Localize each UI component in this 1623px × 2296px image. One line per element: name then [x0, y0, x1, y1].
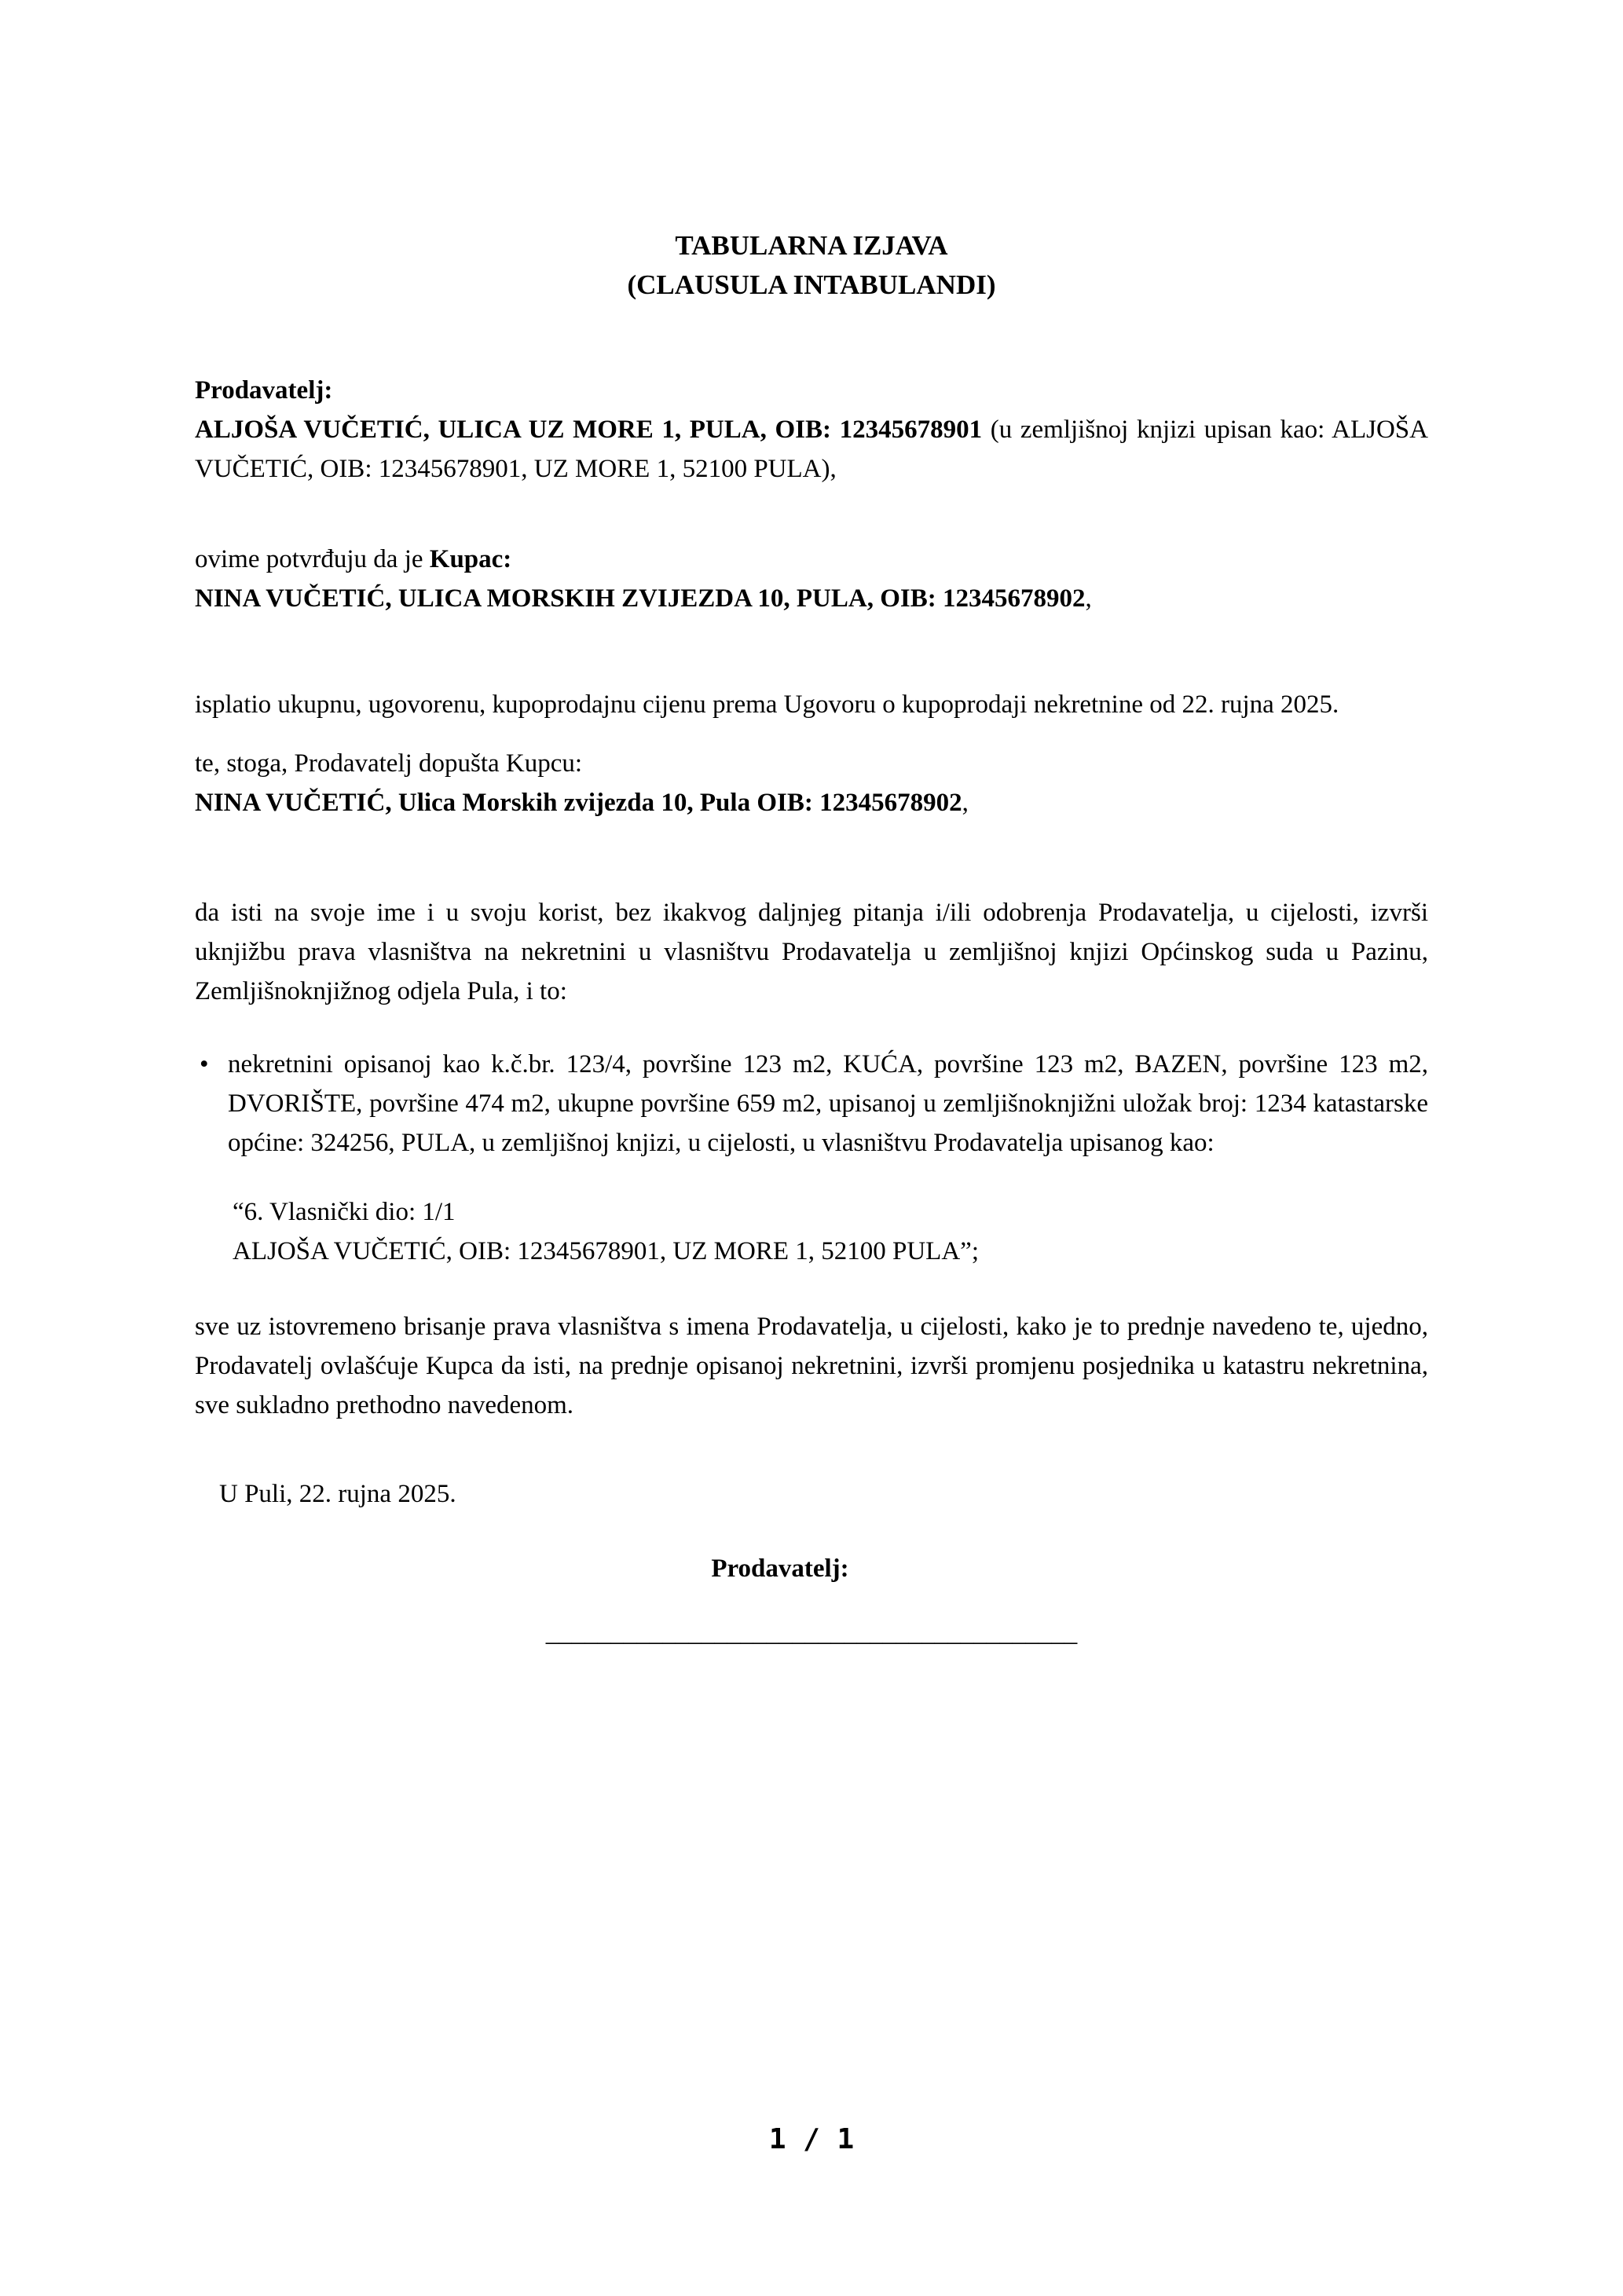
title-line-2: (CLAUSULA INTABULANDI) [627, 269, 996, 300]
permission-tail: , [962, 789, 969, 817]
permission-buyer-bold: NINA VUČETIĆ, Ulica Morskih zvijezda 10, Pula OIB: 12345678902 [195, 789, 962, 817]
ownership-quote-line-2: ALJOŠA VUČETIĆ, OIB: 12345678901, UZ MORE 1, 52100 PULA”; [233, 1237, 979, 1265]
signature-label: Prodavatelj: [711, 1554, 849, 1583]
buyer-identity-bold: NINA VUČETIĆ, ULICA MORSKIH ZVIJEZDA 10, PULA, OIB: 12345678902 [195, 584, 1086, 613]
buyer-intro-text: ovime potvrđuju da je [195, 545, 430, 573]
property-list-item [195, 1045, 1428, 1163]
buyer-identity-tail: , [1085, 584, 1092, 613]
seller-label: Prodavatelj: [195, 376, 333, 405]
date-place-line: U Puli, 22. rujna 2025. [219, 1480, 456, 1508]
seller-paragraph [195, 371, 1428, 489]
erasure-paragraph: sve uz istovremeno brisanje prava vlasništva s imena Prodavatelja, u cijelosti, kako je to prednje navedeno te, ujedno, Prodavatelj ovlašćuje Kupca da isti, na prednje opisanoj nekretnini, izvrši promjenu posjednika u katastru nekretnina, sve sukladno prethodno navedenom. [195, 1313, 1428, 1419]
payment-paragraph: isplatio ukupnu, ugovorenu, kupoprodajnu cijenu prema Ugovoru o kupoprodaji nekretnine od 22. rujna 2025. [195, 690, 1339, 719]
title-line-1: TABULARNA IZJAVA [675, 230, 948, 261]
registration-paragraph: da isti na svoje ime i u svoju korist, bez ikakvog daljnjeg pitanja i/ili odobrenja Prodavatelja, u cijelosti, izvrši uknjižbu prava vlasništva na nekretnini u vlasništvu Prodavatelja u zemljišnoj knjizi Općinskog suda u Pazinu, Zemljišnoknjižnog odjela Pula, i to: [195, 899, 1428, 1005]
seller-identity-note: (u zemljišnoj knjizi upisan kao: ALJOŠA VUČETIĆ, OIB: 12345678901, UZ MORE 1, 52100 PULA), [195, 416, 1428, 483]
bullet-icon: • [200, 1050, 209, 1078]
seller-identity-bold: ALJOŠA VUČETIĆ, ULICA UZ MORE 1, PULA, OIB: 12345678901 [195, 416, 983, 444]
signature-line: _________________________________________ [545, 1619, 1078, 1647]
permission-intro: te, stoga, Prodavatelj dopušta Kupcu: [195, 749, 583, 778]
ownership-quote-line-1: “6. Vlasnički dio: 1/1 [233, 1198, 456, 1226]
permission-paragraph [195, 744, 1428, 822]
buyer-label: Kupac: [429, 545, 512, 573]
property-description: nekretnini opisanoj kao k.č.br. 123/4, površine 123 m2, KUĆA, površine 123 m2, BAZEN, površine 123 m2, DVORIŠTE, površine 474 m2, ukupne površine 659 m2, upisanoj u zemljišnoknjižni uložak broj: 1234 katastarske općine: 324256, PULA, u zemljišnoj knjizi, u cijelosti, u vlasništvu Prodavatelja upisanog kao: [228, 1050, 1428, 1157]
document-title [195, 226, 1428, 305]
page-number: 1 / 1 [768, 2123, 855, 2155]
buyer-confirmation-paragraph [195, 540, 1428, 618]
ownership-quote [233, 1192, 1428, 1271]
